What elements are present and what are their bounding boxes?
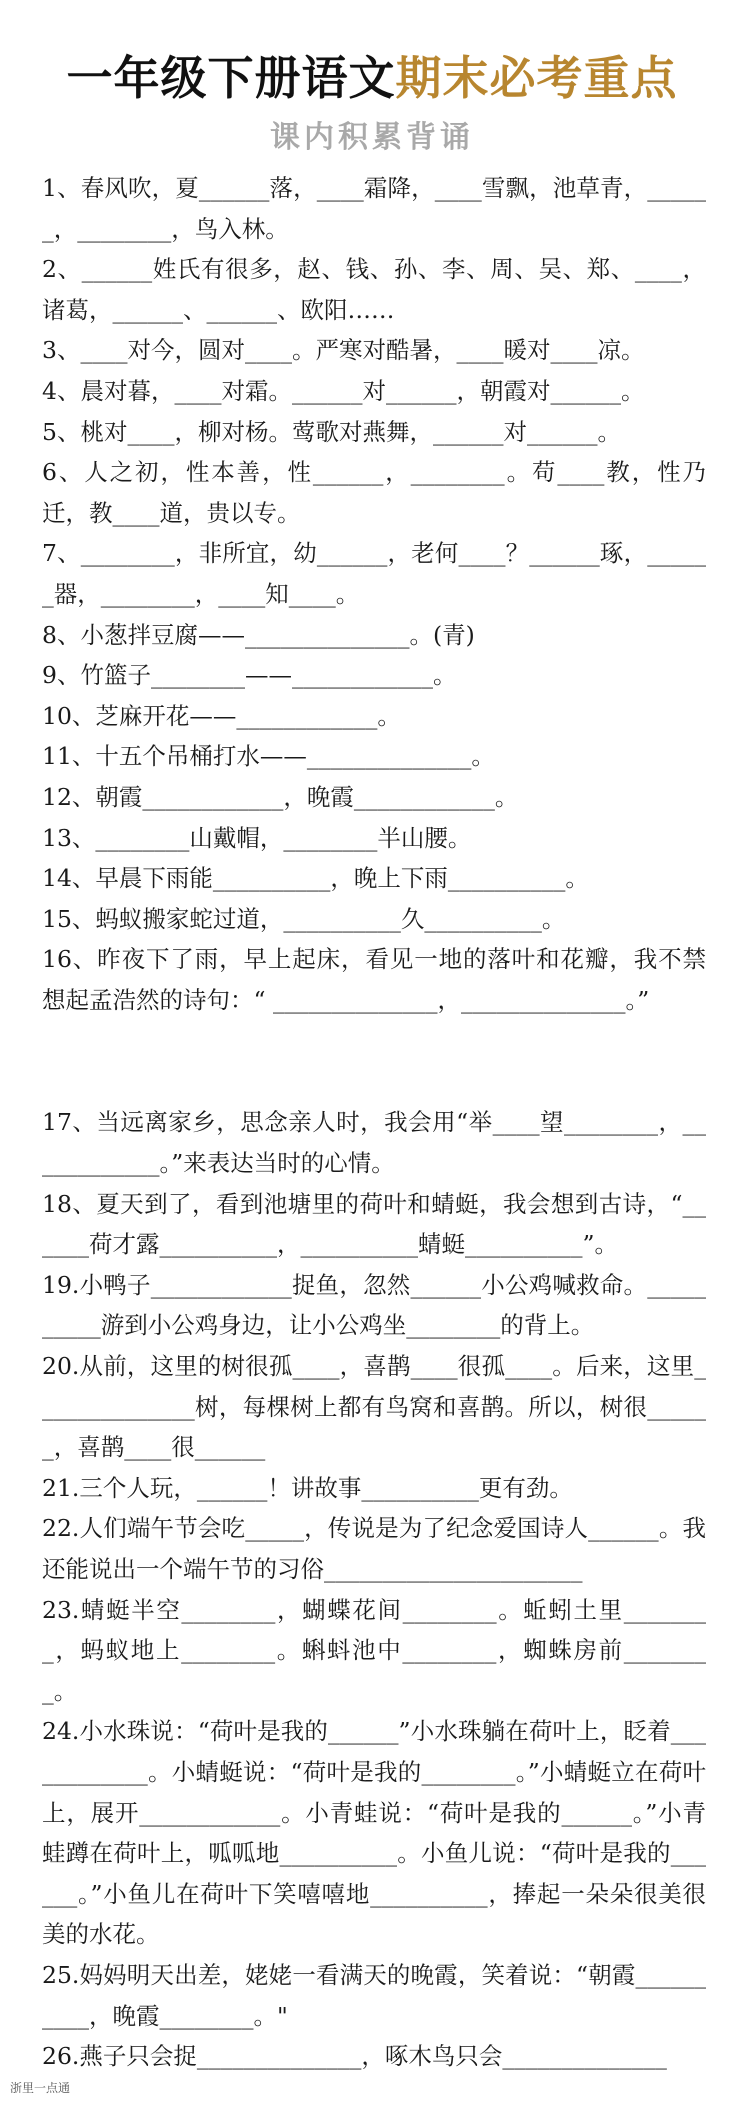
question-item-17: 17、当远离家乡，思念亲人时，我会用“举____望________，____________。”来表达当时的心情。 <box>42 1108 706 1178</box>
question-item-7: 7、________，非所宜，幼______，老何____？______琢，______器，________，____知____。 <box>42 539 706 608</box>
question-item-12: 12、朝霞____________，晚霞____________。 <box>42 782 519 811</box>
title-part-2: 期末必考重点 <box>395 51 678 105</box>
question-item-11: 11、十五个吊桶打水——______________。 <box>42 742 495 771</box>
question-item-26: 26.燕子只会捉______________，啄木鸟只会______________ <box>42 2042 667 2071</box>
question-list <box>42 168 706 2077</box>
question-item-10: 10、芝麻开花——____________。 <box>42 701 401 730</box>
question-item-2: 2、______姓氏有很多，赵、钱、孙、李、周、吴、郑、____，诸葛，______、______、欧阳…… <box>42 255 706 324</box>
question-item-22: 22.人们端午节会吃_____，传说是为了纪念爱国诗人______。我还能说出一个端午节的习俗______________________ <box>42 1514 706 1583</box>
question-item-5: 5、桃对____，柳对杨。莺歌对燕舞，______对______。 <box>42 417 621 446</box>
question-item-15: 15、蚂蚁搬家蛇过道，__________久__________。 <box>42 904 566 933</box>
question-item-19: 19.小鸭子____________捉鱼，忽然______小公鸡喊救命。__________游到小公鸡身边，让小公鸡坐________的背上。 <box>42 1270 706 1340</box>
watermark-text: 浙里一点通 <box>10 2081 71 2095</box>
question-item-24: 24.小水珠说：“荷叶是我的______”小水珠躺在荷叶上，眨着____________。小蜻蜓说：“荷叶是我的________。”小蜻蜓立在荷叶上，展开____________。小青蛙说：“荷叶是我的______。”小青蛙蹲在荷叶上，呱呱地__________。小鱼儿说：“荷叶是我的______。”小鱼儿在荷叶下笑嘻嘻地__________，捧起一朵朵很美很美的水花。 <box>42 1717 706 1949</box>
question-item-18: 18、夏天到了，看到池塘里的荷叶和蜻蜓，我会想到古诗，“______荷才露__________，__________蜻蜓__________”。 <box>42 1189 706 1259</box>
page-title <box>0 48 744 108</box>
title-part-1: 一年级下册语文 <box>66 51 396 105</box>
question-item-14: 14、早晨下雨能__________，晚上下雨__________。 <box>42 864 589 893</box>
question-item-20: 20.从前，这里的树很孤____，喜鹊____很孤____。后来，这里______________树，每棵树上都有鸟窝和喜鹊。所以，树很______，喜鹊____很______ <box>42 1352 706 1462</box>
question-item-21: 21.三个人玩，______！讲故事__________更有劲。 <box>42 1473 573 1502</box>
question-item-4: 4、晨对暮，____对霜。______对______，朝霞对______。 <box>42 376 645 405</box>
section-spacer <box>42 1020 706 1102</box>
question-item-1: 1、春风吹，夏______落，____霜降，____雪飘，池草青，______，________，鸟入林。 <box>42 174 706 243</box>
question-item-13: 13、________山戴帽，________半山腰。 <box>42 823 472 852</box>
page-subtitle: 课内积累背诵 <box>270 120 474 155</box>
question-item-3: 3、____对今，圆对____。严寒对酷暑，____暖对____凉。 <box>42 336 645 365</box>
question-item-25: 25.妈妈明天出差，姥姥一看满天的晚霞，笑着说：“朝霞__________，晚霞________。" <box>42 1960 706 2030</box>
question-item-8: 8、小葱拌豆腐——______________。(青) <box>42 620 475 649</box>
question-item-16: 16、昨夜下了雨，早上起床，看见一地的落叶和花瓣，我不禁想起孟浩然的诗句：“ ______________，______________。” <box>42 945 706 1014</box>
question-item-9: 9、竹篮子________——____________。 <box>42 661 457 690</box>
question-item-6: 6、人之初，性本善，性______，________。苟____教，性乃迁，教____道，贵以专。 <box>42 458 706 527</box>
question-item-23: 23.蜻蜓半空________，蝴蝶花间________。蚯蚓土里________，蚂蚁地上________。蝌蚪池中________，蜘蛛房前________。 <box>42 1595 706 1705</box>
